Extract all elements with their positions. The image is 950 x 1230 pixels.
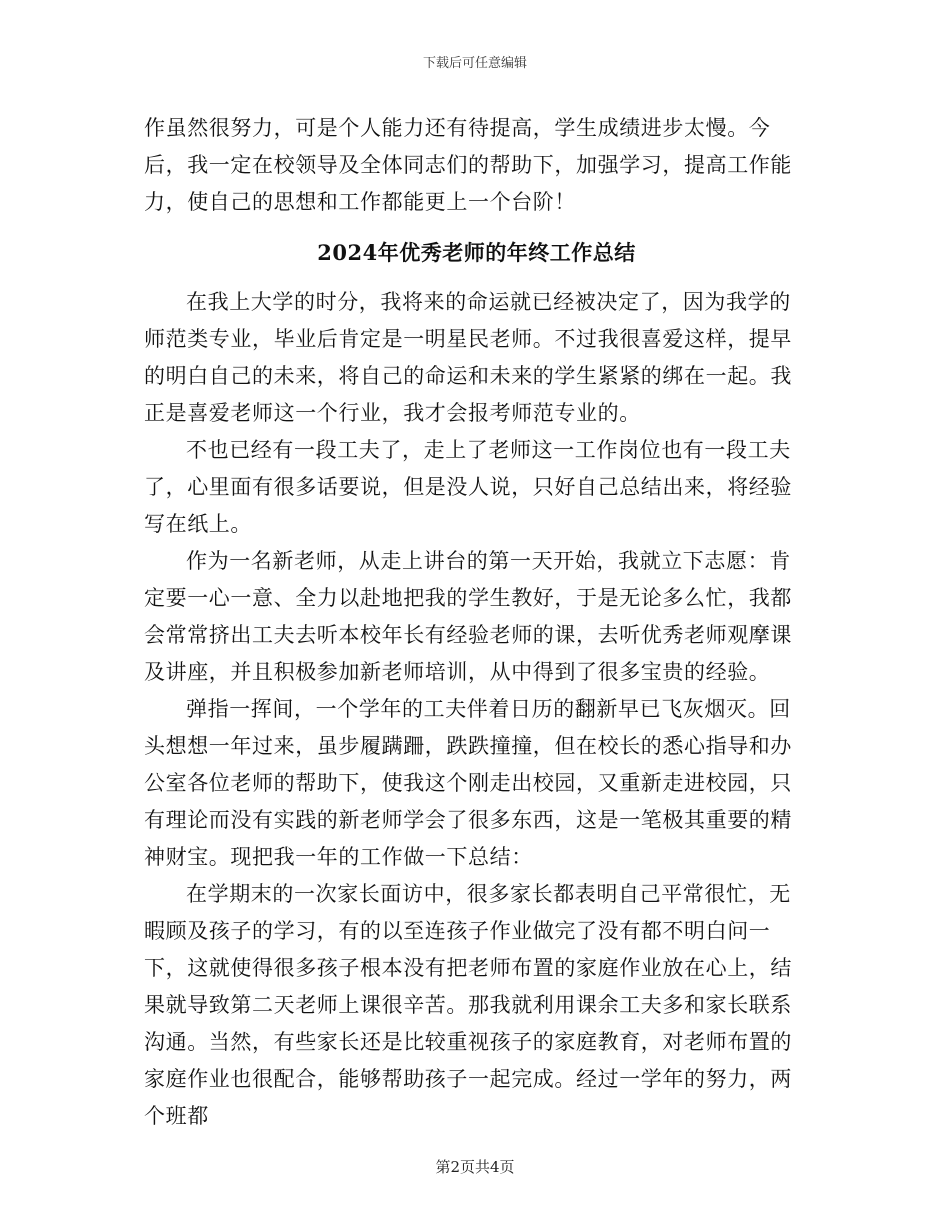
paragraph: 不也已经有一段工夫了，走上了老师这一工作岗位也有一段工夫了，心里面有很多话要说，但是没人说，只好自己总结出来，将经验写在纸上。: [144, 438, 792, 536]
header-note: 下载后可任意编辑: [422, 56, 527, 71]
paragraph: 弹指一挥间，一个学年的工夫伴着日历的翻新早已飞灰烟灭。回头想想一年过来，虽步履蹒跚，跌跌撞撞，但在校长的悉心指导和办公室各位老师的帮助下，使我这个刚走出校园，又重新走进校园，只有理论而没有实践的新老师学会了很多东西，这是一笔极其重要的精神财宝。现把我一年的工作做一下总结：: [144, 697, 792, 869]
paragraph: 在我上大学的时分，我将来的命运就已经被决定了，因为我学的师范类专业，毕业后肯定是一明星民老师。不过我很喜爱这样，提早的明白自己的未来，将自己的命运和未来的学生紧紧的绑在一起。我正是喜爱老师这一个行业，我才会报考师范专业的。: [144, 290, 792, 425]
page-number-footer: 第2页共4页: [435, 1158, 515, 1176]
paragraph: 作为一名新老师，从走上讲台的第一天开始，我就立下志愿：肯定要一心一意、全力以赴地把我的学生教好，于是无论多么忙，我都会常常挤出工夫去听本校年长有经验老师的课，去听优秀老师观摩课及讲座，并且积极参加新老师培训，从中得到了很多宝贵的经验。: [144, 549, 792, 684]
lead-paragraph: 作虽然很努力，可是个人能力还有待提高，学生成绩进步太慢。今后，我一定在校领导及全体同志们的帮助下，加强学习，提高工作能力，使自己的思想和工作都能更上一个台阶！: [144, 116, 792, 214]
document-title: 2024年优秀老师的年终工作总结: [317, 240, 636, 265]
paragraph: 在学期末的一次家长面访中，很多家长都表明自己平常很忙，无暇顾及孩子的学习，有的以至连孩子作业做完了没有都不明白问一下，这就使得很多孩子根本没有把老师布置的家庭作业放在心上，结果就导致第二天老师上课很辛苦。那我就利用课余工夫多和家长联系沟通。当然，有些家长还是比较重视孩子的家庭教育，对老师布置的家庭作业也很配合，能够帮助孩子一起完成。经过一学年的努力，两个班都: [144, 882, 792, 1128]
document-body: [144, 110, 809, 1135]
